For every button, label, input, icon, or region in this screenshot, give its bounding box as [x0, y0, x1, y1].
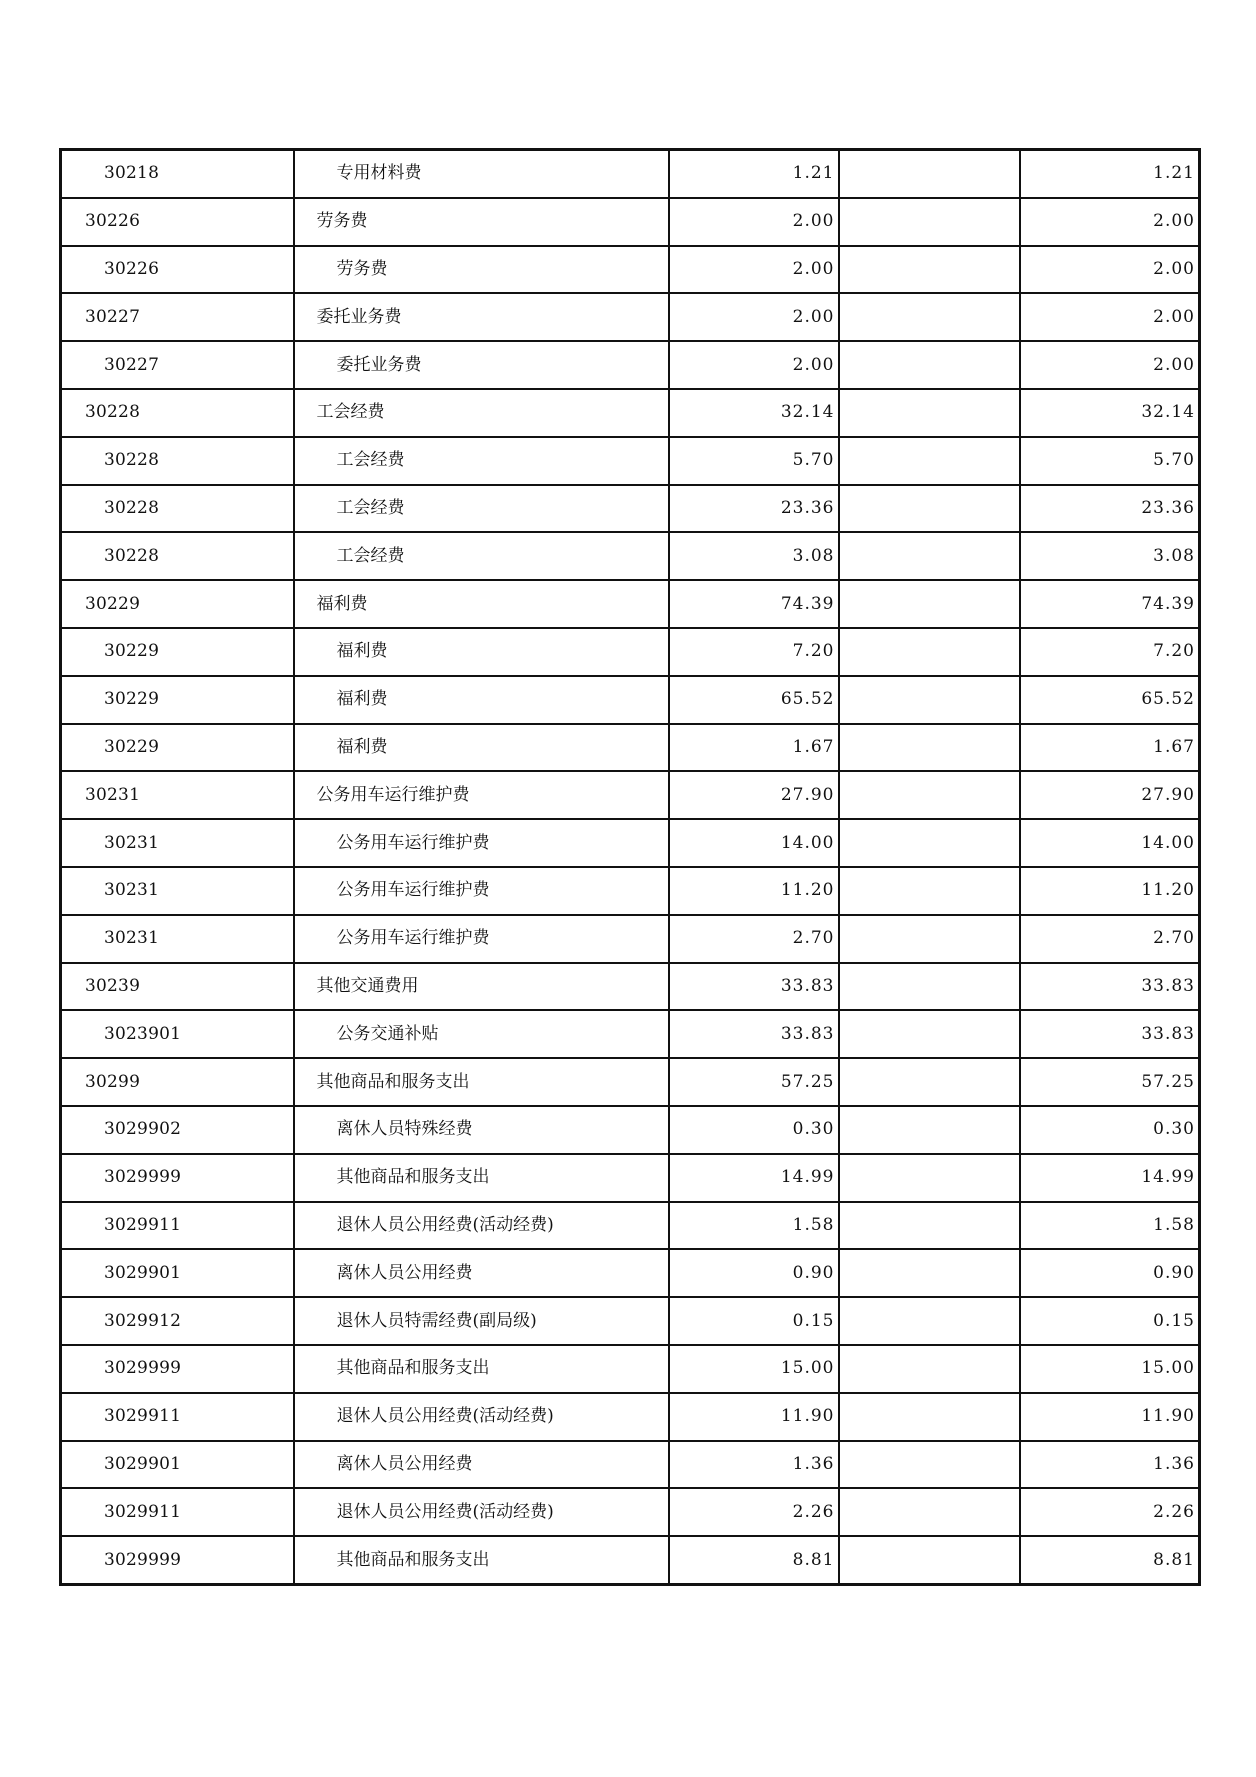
amount-cell: 1.58: [669, 1202, 839, 1250]
total-amount-cell: 14.99: [1020, 1154, 1200, 1202]
item-name-cell: 其他商品和服务支出: [294, 1345, 669, 1393]
amount-cell: 2.00: [669, 293, 839, 341]
amount-cell: 33.83: [669, 1010, 839, 1058]
amount-cell: 2.00: [669, 198, 839, 246]
table-row: [61, 915, 1200, 963]
blank-amount-cell: [839, 437, 1020, 485]
item-name-cell: 福利费: [294, 724, 669, 772]
item-name-cell: 退休人员公用经费(活动经费): [294, 1488, 669, 1536]
blank-amount-cell: [839, 485, 1020, 533]
amount-cell: 57.25: [669, 1058, 839, 1106]
amount-cell: 32.14: [669, 389, 839, 437]
total-amount-cell: 2.70: [1020, 915, 1200, 963]
budget-sheet: [59, 148, 1198, 1586]
item-name-cell: 其他商品和服务支出: [294, 1154, 669, 1202]
blank-amount-cell: [839, 724, 1020, 772]
economic-code-cell: 30229: [61, 724, 294, 772]
economic-code-cell: 3029911: [61, 1393, 294, 1441]
table-row: [61, 628, 1200, 676]
economic-code-cell: 30239: [61, 963, 294, 1011]
amount-cell: 3.08: [669, 532, 839, 580]
total-amount-cell: 32.14: [1020, 389, 1200, 437]
total-amount-cell: 11.90: [1020, 1393, 1200, 1441]
economic-code-cell: 30229: [61, 628, 294, 676]
economic-code-cell: 3029999: [61, 1154, 294, 1202]
amount-cell: 2.70: [669, 915, 839, 963]
economic-code-cell: 3029911: [61, 1202, 294, 1250]
blank-amount-cell: [839, 1345, 1020, 1393]
item-name-cell: 离休人员特殊经费: [294, 1106, 669, 1154]
blank-amount-cell: [839, 389, 1020, 437]
economic-code-cell: 30226: [61, 198, 294, 246]
economic-code-cell: 30228: [61, 485, 294, 533]
economic-code-cell: 3029911: [61, 1488, 294, 1536]
table-row: [61, 389, 1200, 437]
total-amount-cell: 1.58: [1020, 1202, 1200, 1250]
amount-cell: 74.39: [669, 580, 839, 628]
total-amount-cell: 8.81: [1020, 1536, 1200, 1584]
economic-code-cell: 30228: [61, 437, 294, 485]
table-row: [61, 1297, 1200, 1345]
item-name-cell: 工会经费: [294, 485, 669, 533]
blank-amount-cell: [839, 628, 1020, 676]
table-row: [61, 293, 1200, 341]
table-row: [61, 1010, 1200, 1058]
table-row: [61, 198, 1200, 246]
blank-amount-cell: [839, 293, 1020, 341]
amount-cell: 8.81: [669, 1536, 839, 1584]
table-row: [61, 1249, 1200, 1297]
table-row: [61, 485, 1200, 533]
economic-code-cell: 3023901: [61, 1010, 294, 1058]
total-amount-cell: 2.00: [1020, 246, 1200, 294]
economic-code-cell: 30231: [61, 771, 294, 819]
table-row: [61, 1441, 1200, 1489]
total-amount-cell: 2.26: [1020, 1488, 1200, 1536]
amount-cell: 0.30: [669, 1106, 839, 1154]
item-name-cell: 其他交通费用: [294, 963, 669, 1011]
blank-amount-cell: [839, 1058, 1020, 1106]
item-name-cell: 工会经费: [294, 532, 669, 580]
total-amount-cell: 0.90: [1020, 1249, 1200, 1297]
total-amount-cell: 33.83: [1020, 963, 1200, 1011]
economic-code-cell: 30226: [61, 246, 294, 294]
amount-cell: 14.00: [669, 819, 839, 867]
total-amount-cell: 3.08: [1020, 532, 1200, 580]
amount-cell: 2.00: [669, 246, 839, 294]
total-amount-cell: 65.52: [1020, 676, 1200, 724]
economic-code-cell: 3029901: [61, 1249, 294, 1297]
table-row: [61, 150, 1200, 198]
blank-amount-cell: [839, 915, 1020, 963]
table-row: [61, 1154, 1200, 1202]
total-amount-cell: 27.90: [1020, 771, 1200, 819]
item-name-cell: 退休人员公用经费(活动经费): [294, 1202, 669, 1250]
blank-amount-cell: [839, 867, 1020, 915]
table-row: [61, 1058, 1200, 1106]
total-amount-cell: 2.00: [1020, 293, 1200, 341]
total-amount-cell: 57.25: [1020, 1058, 1200, 1106]
table-row: [61, 819, 1200, 867]
item-name-cell: 离休人员公用经费: [294, 1441, 669, 1489]
table-body: [61, 150, 1200, 1585]
amount-cell: 33.83: [669, 963, 839, 1011]
item-name-cell: 公务用车运行维护费: [294, 867, 669, 915]
economic-code-cell: 3029999: [61, 1536, 294, 1584]
item-name-cell: 退休人员特需经费(副局级): [294, 1297, 669, 1345]
amount-cell: 7.20: [669, 628, 839, 676]
total-amount-cell: 7.20: [1020, 628, 1200, 676]
item-name-cell: 离休人员公用经费: [294, 1249, 669, 1297]
economic-code-cell: 30231: [61, 915, 294, 963]
item-name-cell: 公务用车运行维护费: [294, 915, 669, 963]
table-row: [61, 246, 1200, 294]
blank-amount-cell: [839, 1536, 1020, 1584]
amount-cell: 11.20: [669, 867, 839, 915]
blank-amount-cell: [839, 1441, 1020, 1489]
economic-code-cell: 30229: [61, 676, 294, 724]
total-amount-cell: 74.39: [1020, 580, 1200, 628]
item-name-cell: 劳务费: [294, 198, 669, 246]
total-amount-cell: 2.00: [1020, 198, 1200, 246]
item-name-cell: 公务用车运行维护费: [294, 819, 669, 867]
amount-cell: 0.90: [669, 1249, 839, 1297]
table-row: [61, 1536, 1200, 1584]
amount-cell: 23.36: [669, 485, 839, 533]
amount-cell: 2.00: [669, 341, 839, 389]
total-amount-cell: 1.67: [1020, 724, 1200, 772]
table-row: [61, 437, 1200, 485]
item-name-cell: 公务交通补贴: [294, 1010, 669, 1058]
blank-amount-cell: [839, 580, 1020, 628]
item-name-cell: 退休人员公用经费(活动经费): [294, 1393, 669, 1441]
blank-amount-cell: [839, 1154, 1020, 1202]
amount-cell: 5.70: [669, 437, 839, 485]
economic-code-cell: 30231: [61, 867, 294, 915]
blank-amount-cell: [839, 819, 1020, 867]
table-row: [61, 1393, 1200, 1441]
total-amount-cell: 23.36: [1020, 485, 1200, 533]
amount-cell: 11.90: [669, 1393, 839, 1441]
item-name-cell: 工会经费: [294, 389, 669, 437]
economic-code-cell: 3029912: [61, 1297, 294, 1345]
total-amount-cell: 33.83: [1020, 1010, 1200, 1058]
total-amount-cell: 11.20: [1020, 867, 1200, 915]
blank-amount-cell: [839, 1297, 1020, 1345]
table-row: [61, 771, 1200, 819]
blank-amount-cell: [839, 341, 1020, 389]
amount-cell: 1.36: [669, 1441, 839, 1489]
total-amount-cell: 1.21: [1020, 150, 1200, 198]
table-row: [61, 963, 1200, 1011]
amount-cell: 14.99: [669, 1154, 839, 1202]
table-row: [61, 1106, 1200, 1154]
economic-code-cell: 30218: [61, 150, 294, 198]
amount-cell: 1.21: [669, 150, 839, 198]
blank-amount-cell: [839, 1202, 1020, 1250]
amount-cell: 2.26: [669, 1488, 839, 1536]
table-row: [61, 341, 1200, 389]
item-name-cell: 其他商品和服务支出: [294, 1058, 669, 1106]
blank-amount-cell: [839, 1393, 1020, 1441]
blank-amount-cell: [839, 963, 1020, 1011]
total-amount-cell: 15.00: [1020, 1345, 1200, 1393]
item-name-cell: 工会经费: [294, 437, 669, 485]
item-name-cell: 其他商品和服务支出: [294, 1536, 669, 1584]
amount-cell: 15.00: [669, 1345, 839, 1393]
economic-code-cell: 30228: [61, 389, 294, 437]
item-name-cell: 委托业务费: [294, 341, 669, 389]
total-amount-cell: 0.15: [1020, 1297, 1200, 1345]
blank-amount-cell: [839, 532, 1020, 580]
total-amount-cell: 5.70: [1020, 437, 1200, 485]
table-row: [61, 1488, 1200, 1536]
economic-code-cell: 30227: [61, 341, 294, 389]
economic-code-cell: 3029999: [61, 1345, 294, 1393]
economic-code-cell: 30299: [61, 1058, 294, 1106]
item-name-cell: 福利费: [294, 580, 669, 628]
blank-amount-cell: [839, 1488, 1020, 1536]
economic-code-cell: 30229: [61, 580, 294, 628]
amount-cell: 1.67: [669, 724, 839, 772]
table-row: [61, 580, 1200, 628]
item-name-cell: 福利费: [294, 628, 669, 676]
blank-amount-cell: [839, 198, 1020, 246]
table-row: [61, 676, 1200, 724]
amount-cell: 0.15: [669, 1297, 839, 1345]
total-amount-cell: 14.00: [1020, 819, 1200, 867]
economic-code-cell: 30231: [61, 819, 294, 867]
table-row: [61, 1345, 1200, 1393]
economic-code-cell: 3029902: [61, 1106, 294, 1154]
blank-amount-cell: [839, 771, 1020, 819]
item-name-cell: 公务用车运行维护费: [294, 771, 669, 819]
economic-code-cell: 30227: [61, 293, 294, 341]
amount-cell: 27.90: [669, 771, 839, 819]
blank-amount-cell: [839, 246, 1020, 294]
total-amount-cell: 2.00: [1020, 341, 1200, 389]
item-name-cell: 福利费: [294, 676, 669, 724]
economic-code-cell: 3029901: [61, 1441, 294, 1489]
table-row: [61, 1202, 1200, 1250]
blank-amount-cell: [839, 1106, 1020, 1154]
blank-amount-cell: [839, 1249, 1020, 1297]
item-name-cell: 劳务费: [294, 246, 669, 294]
table-row: [61, 532, 1200, 580]
total-amount-cell: 0.30: [1020, 1106, 1200, 1154]
table-row: [61, 867, 1200, 915]
table-row: [61, 724, 1200, 772]
total-amount-cell: 1.36: [1020, 1441, 1200, 1489]
amount-cell: 65.52: [669, 676, 839, 724]
item-name-cell: 委托业务费: [294, 293, 669, 341]
expense-table: [59, 148, 1201, 1586]
blank-amount-cell: [839, 676, 1020, 724]
blank-amount-cell: [839, 150, 1020, 198]
item-name-cell: 专用材料费: [294, 150, 669, 198]
blank-amount-cell: [839, 1010, 1020, 1058]
economic-code-cell: 30228: [61, 532, 294, 580]
